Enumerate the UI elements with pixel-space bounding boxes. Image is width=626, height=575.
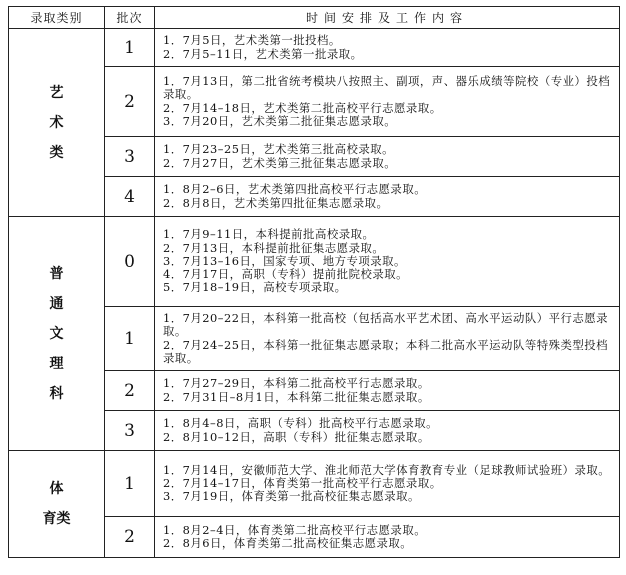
schedule-line: 1．7月14日，安徽师范大学、淮北师范大学体育教育专业（足球教师试验班）录取。 bbox=[163, 462, 611, 477]
category-char: 育类 bbox=[42, 511, 71, 527]
schedule-line: 1．7月5日，艺术类第一批投档。 bbox=[163, 33, 341, 48]
schedule-line: 2．7月5–11日，艺术类第一批录取。 bbox=[163, 46, 363, 61]
schedule-line: 1．7月20–22日，本科第一批高校（包括高水平艺术团、高水平运动队）平行志愿录取。 bbox=[163, 311, 609, 339]
schedule-content bbox=[155, 29, 620, 67]
header-row bbox=[9, 7, 620, 29]
schedule-line: 2．8月10–12日，高职（专科）批征集志愿录取。 bbox=[163, 429, 430, 444]
schedule-line: 2．7月24–25日，本科第一批征集志愿录取；本科二批高水平运动队等特殊类型投档录取。 bbox=[163, 337, 609, 365]
category-char: 体 bbox=[49, 481, 64, 497]
batch-number: 2 bbox=[105, 67, 155, 137]
table-row bbox=[9, 217, 620, 307]
schedule-content bbox=[155, 371, 620, 411]
schedule-line: 1．7月27–29日，本科第二批高校平行志愿录取。 bbox=[163, 376, 430, 391]
schedule-line: 2．7月27日，艺术类第三批征集志愿录取。 bbox=[163, 155, 397, 170]
category-char: 科 bbox=[49, 385, 64, 402]
category-general bbox=[9, 217, 105, 451]
category-char: 类 bbox=[49, 144, 64, 161]
schedule-line: 5．7月18–19日，高校专项录取。 bbox=[163, 280, 347, 295]
header-category: 录取类别 bbox=[9, 7, 105, 29]
table-row bbox=[9, 29, 620, 67]
schedule-content bbox=[155, 411, 620, 451]
schedule-line: 2．7月14–18日，艺术类第二批高校平行志愿录取。 bbox=[163, 100, 442, 115]
category-char: 普 bbox=[49, 265, 64, 282]
batch-number: 1 bbox=[105, 29, 155, 67]
schedule-content bbox=[155, 67, 620, 137]
batch-number: 1 bbox=[105, 307, 155, 371]
category-char: 文 bbox=[49, 325, 64, 342]
schedule-content bbox=[155, 177, 620, 217]
schedule-content bbox=[155, 217, 620, 307]
schedule-line: 1．8月2–6日，艺术类第四批高校平行志愿录取。 bbox=[163, 182, 427, 197]
schedule-line: 3．7月19日，体育类第一批高校征集志愿录取。 bbox=[163, 489, 420, 504]
header-batch: 批次 bbox=[105, 7, 155, 29]
schedule-line: 2．7月14–17日，体育类第一批高校平行志愿录取。 bbox=[163, 475, 442, 490]
batch-number: 2 bbox=[105, 517, 155, 558]
category-char: 艺 bbox=[49, 84, 64, 101]
schedule-line: 1．8月2–4日，体育类第二批高校平行志愿录取。 bbox=[163, 522, 427, 537]
schedule-content bbox=[155, 517, 620, 558]
category-art bbox=[9, 29, 105, 217]
batch-number: 4 bbox=[105, 177, 155, 217]
schedule-line: 1．7月23–25日，艺术类第三批高校录取。 bbox=[163, 142, 395, 157]
schedule-line: 2．7月31日–8月1日，本科第二批征集志愿录取。 bbox=[163, 389, 430, 404]
schedule-line: 2．7月13日，本科提前批征集志愿录取。 bbox=[163, 240, 385, 255]
schedule-line: 2．8月6日，体育类第二批高校征集志愿录取。 bbox=[163, 536, 413, 550]
batch-number: 1 bbox=[105, 451, 155, 517]
schedule-line: 1．7月13日，第二批省统考模块八按照主、副项，声、器乐成绩等院校（专业）投档录取。 bbox=[163, 74, 611, 102]
schedule-line: 1．8月4–8日，高职（专科）批高校平行志愿录取。 bbox=[163, 416, 438, 431]
schedule-line: 1．7月9–11日，本科提前批高校录取。 bbox=[163, 227, 375, 242]
schedule-line: 4．7月17日，高职（专科）提前批院校录取。 bbox=[163, 267, 409, 282]
schedule-line: 3．7月20日，艺术类第二批征集志愿录取。 bbox=[163, 113, 397, 128]
admission-schedule-table bbox=[8, 6, 620, 558]
category-char: 术 bbox=[49, 114, 64, 131]
category-char: 通 bbox=[49, 295, 64, 312]
schedule-content bbox=[155, 307, 620, 371]
batch-number: 3 bbox=[105, 411, 155, 451]
batch-number: 2 bbox=[105, 371, 155, 411]
schedule-content bbox=[155, 137, 620, 177]
category-char: 理 bbox=[49, 355, 64, 372]
schedule-line: 2．8月8日，艺术类第四批征集志愿录取。 bbox=[163, 195, 389, 210]
batch-number: 3 bbox=[105, 137, 155, 177]
schedule-content bbox=[155, 451, 620, 517]
schedule-line: 3．7月13–16日，国家专项、地方专项录取。 bbox=[163, 253, 406, 268]
table-row bbox=[9, 451, 620, 517]
header-content: 时间安排及工作内容 bbox=[155, 7, 620, 29]
category-sports bbox=[9, 451, 105, 558]
batch-number: 0 bbox=[105, 217, 155, 307]
